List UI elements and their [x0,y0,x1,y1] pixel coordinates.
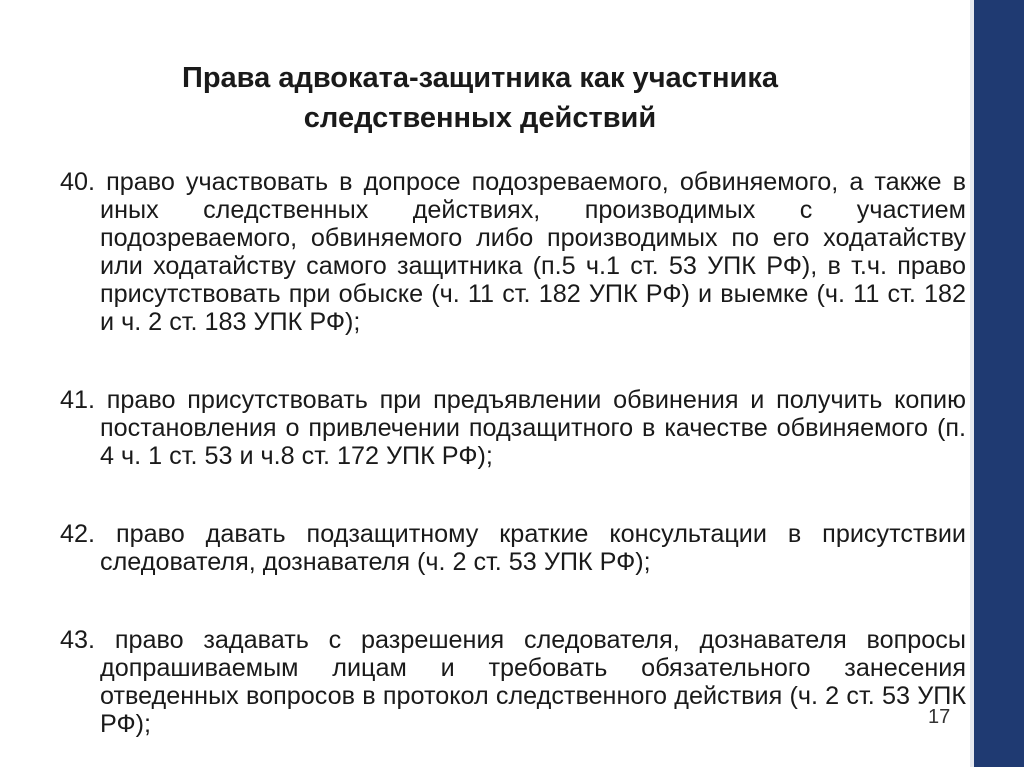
slide-title: Права адвоката-защитника как участника следственных действий [182,62,778,134]
list-item [60,386,966,470]
item-number: 40. [60,168,96,196]
list-item [60,168,966,336]
item-number: 43. [60,626,96,654]
item-text: право участвовать в допросе подозреваемого, обвиняемого, а также в иных следственных действиях, производимых с участием подозреваемого, обвиняемого либо производимых по его ходатайству или ходатайству самого защитника (п.5 ч.1 ст. 53 УПК РФ), в т.ч. право присутствовать при обыске (ч. 11 ст. 182 УПК РФ) и выемке (ч. 11 ст. 182 и ч. 2 ст. 183 УПК РФ); [95,168,966,336]
item-text: право давать подзащитному краткие консультации в присутствии следователя, дознавателя (ч. 2 ст. 53 УПК РФ); [95,520,966,576]
item-number: 42. [60,520,96,548]
item-number: 41. [60,386,96,414]
item-text: право задавать с разрешения следователя, дознавателя вопросы допрашиваемым лицам и требовать обязательного занесения отведенных вопросов в протокол следственного действия (ч. 2 ст. 53 УПК РФ); [95,626,966,738]
rights-list [60,168,966,738]
side-bar [974,0,1024,767]
list-item [60,626,966,738]
page-number: 17 [928,706,951,728]
list-item [60,520,966,576]
item-text: право присутствовать при предъявлении обвинения и получить копию постановления о привлечении подзащитного в качестве обвиняемого (п. 4 ч. 1 ст. 53 и ч.8 ст. 172 УПК РФ); [95,386,966,470]
